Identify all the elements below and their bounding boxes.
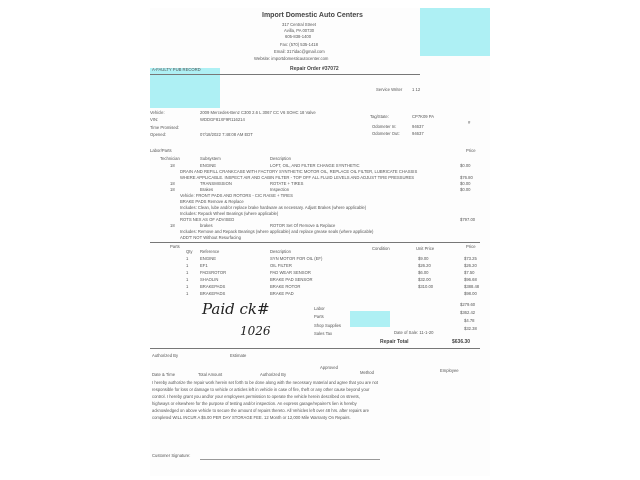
handwritten-payment-note: Paid ck#: [202, 300, 270, 318]
part-reference: ENGINE: [200, 256, 217, 261]
auth-col-method: Method: [360, 370, 374, 375]
sales-tax-label: Sales Tax: [314, 331, 333, 336]
labor-description: BRAKE PADS Remove & Replace: [180, 199, 244, 204]
labor-total-label: Labor: [314, 306, 325, 311]
labor-col-description: Description: [270, 156, 291, 161]
labor-category: ENGINE: [200, 163, 217, 168]
parts-col-ref: Reference: [200, 249, 220, 254]
vin-value: WDDGF81XF9R116214: [200, 117, 245, 122]
parts-col-desc: Description: [270, 249, 291, 254]
company-name: Import Domestic Auto Centers: [262, 12, 363, 19]
odometer-in-label: Odometer In:: [372, 124, 397, 129]
labor-col-price: Price: [466, 148, 476, 153]
odometer-out-label: Odometer Out:: [372, 131, 400, 136]
part-unit-price: $9.00: [418, 256, 429, 261]
part-price: $26.20: [464, 263, 477, 268]
labor-col-category: Subsystem: [200, 156, 221, 161]
auth-col-approved: Approved: [320, 365, 338, 370]
redaction-box-top: [420, 8, 490, 56]
hash-mark: #: [468, 120, 471, 125]
part-description: BRAKE ROTOR: [270, 284, 301, 289]
plate-label: Tag/State:: [370, 114, 389, 119]
labor-price: $76.80: [460, 175, 473, 180]
labor-heading: Labor/Parts: [150, 148, 172, 153]
part-price: $388.48: [464, 284, 480, 289]
company-address-2: Avilla, PA 00730: [284, 28, 315, 33]
redaction-box-totals: [350, 311, 390, 327]
parts-divider: [150, 242, 480, 243]
labor-price: $0.00: [460, 187, 471, 192]
part-reference: PADSROTOR: [200, 270, 227, 275]
part-qty: 1: [186, 291, 189, 296]
part-reference: SHAOLIN: [200, 277, 219, 282]
labor-price: $0.00: [460, 181, 471, 186]
part-unit-price: $26.20: [418, 263, 431, 268]
labor-tech: 18: [170, 187, 175, 192]
customer-signature-line: [200, 459, 380, 460]
labor-description: WHERE APPLICABLE. INSPECT AIR AND CABIN FILTER - TOP OFF ALL FLUID LEVELS AND ADJUST TIRE PRESSURES: [180, 175, 415, 180]
auth-col-amount: Total Amount: [198, 372, 223, 377]
part-qty: 1: [186, 284, 189, 289]
parts-total-value: $362.42: [460, 310, 476, 315]
header-divider: [150, 74, 420, 75]
labor-description: Includes: Repack Wheel Bearings (where applicable): [180, 211, 279, 216]
odometer-in-value: 94637: [412, 124, 424, 129]
labor-description: DRAIN AND REFILL CRANKCASE WITH FACTORY SYNTHETIC MOTOR OIL, REPLACE OIL FILTER, LUBRICATE CHASSIS: [180, 169, 418, 174]
labor-tech: 18: [170, 163, 175, 168]
part-price: $96.68: [464, 277, 477, 282]
labor-price: $0.00: [460, 163, 471, 168]
auth-col-date: Date & Time: [152, 372, 176, 377]
service-writer-label: Service Writer: [376, 87, 403, 92]
labor-description: ROTS NEX AS OF ADVISED: [180, 217, 235, 222]
part-unit-price: $32.00: [418, 277, 431, 282]
plate-value: CP7K09 PA: [412, 114, 435, 119]
part-reference: BRAKEPADS: [200, 291, 226, 296]
company-website: Website: importdomesticautocenter.com: [254, 56, 329, 61]
shop-supplies-value: $4.78: [464, 318, 475, 323]
part-price: $7.50: [464, 270, 475, 275]
parts-col-qty: Qty: [186, 249, 193, 254]
authorization-text-line: responsible for loss or damage to vehicle or articles left in vehicle in case of fire, theft or any other cause beyond your: [152, 387, 370, 392]
repair-total-label: Repair Total: [380, 339, 409, 345]
time-promised-label: Time Promised:: [150, 125, 180, 130]
part-qty: 1: [186, 256, 189, 261]
opened-label: Opened:: [150, 132, 167, 137]
labor-price: $797.00: [460, 217, 476, 222]
part-description: PAD WEAR SENSOR: [270, 270, 311, 275]
auth-col-employee: Employee: [440, 368, 459, 373]
repair-total-value: $636.30: [452, 339, 471, 345]
date-of-sale: Date of Sale: 11-1-20: [394, 330, 434, 335]
authorization-text-line: I hereby authorize the repair work herein set forth to be done along with the necessary material and agree that you are not: [152, 380, 379, 385]
labor-description: Inspection: [270, 187, 290, 192]
part-qty: 1: [186, 263, 189, 268]
part-price: $98.00: [464, 291, 477, 296]
parts-total-label: Parts: [314, 314, 324, 319]
part-description: SYN MOTOR FOR OIL (EF): [270, 256, 323, 261]
total-divider: [150, 348, 480, 349]
part-unit-price: $310.00: [418, 284, 434, 289]
labor-category: Brakes: [200, 187, 214, 192]
labor-description: Includes: Remove and Repack Bearings (where applicable) and replace grease seals (where applicable): [180, 229, 374, 234]
part-price: $73.25: [464, 256, 477, 261]
company-email: Email: 317idac@gmail.com: [274, 49, 325, 54]
parts-col-condition: Condition: [372, 246, 390, 251]
opened-value: 07/18/2022 7:48:08 AM EDT: [200, 132, 253, 137]
labor-description: ADD'T NOT Without Resurfacing: [180, 235, 241, 240]
service-writer-value: 1 12: [412, 87, 421, 92]
vehicle-label: Vehicle:: [150, 110, 165, 115]
part-reference: BRAKEPADS: [200, 284, 226, 289]
labor-col-technician: Technician: [160, 156, 180, 161]
repair-order-title: Repair Order #37072: [290, 66, 339, 72]
part-unit-price: $6.00: [418, 270, 429, 275]
labor-description: Includes: Clean, lube and/or replace brake hardware as necessary. Adjust Brakes (where applicable): [180, 205, 367, 210]
authorization-text-line: highways or elsewhere for the purpose of testing and/or inspection. An express garage/repairer's lien is hereby: [152, 401, 357, 406]
auth-label-1: Authorized By: [152, 353, 179, 358]
company-phone: 605-838-1400: [285, 34, 312, 39]
handwritten-check-number: 1026: [240, 324, 271, 338]
odometer-out-value: 94637: [412, 131, 424, 136]
part-description: BRAKE PAD SENSOR: [270, 277, 313, 282]
sales-tax-value: $32.38: [464, 326, 477, 331]
labor-tech: 18: [170, 181, 175, 186]
labor-total-value: $279.60: [460, 302, 476, 307]
authorization-text-line: control. I hereby grant you and/or your employees permission to operate the vehicle herein described on streets,: [152, 394, 360, 399]
parts-col-price: Price: [466, 244, 476, 249]
authorization-text-line: completed WILL INCUR A $5.00 PER DAY STORAGE FEE. 12 Month or 12,000 Mile Warranty On Repairs.: [152, 415, 351, 420]
authorization-text-line: acknowledged on above vehicle to secure the amount of repairs thereto. All Vehicles left over 48 hrs. after repairs are: [152, 408, 369, 413]
part-qty: 1: [186, 277, 189, 282]
labor-description: Vehicle: FRONT PADS AND ROTORS - CIC RAISE + TIRES: [180, 193, 293, 198]
labor-description: LOFT, OIL, AND FILTER CHANGE SYNTHETIC: [270, 163, 360, 168]
labor-description: ROTOR Set Of Remove & Replace: [270, 223, 336, 228]
part-qty: 1: [186, 270, 189, 275]
auth-label-2: Estimate: [230, 353, 247, 358]
labor-category: TRANSMISSION: [200, 181, 232, 186]
shop-supplies-label: Shop Supplies: [314, 323, 342, 328]
labor-tech: 18: [170, 223, 175, 228]
auth-col-authorized: Authorized By: [260, 372, 287, 377]
labor-category: brakes: [200, 223, 213, 228]
order-left-label: A-FAULTY PUB RECORD: [152, 67, 201, 72]
labor-description: ROTATE + TIRES: [270, 181, 304, 186]
parts-col-unit: Unit Price: [416, 246, 435, 251]
parts-heading: Parts: [170, 244, 180, 249]
company-fax: Fax: (570) 535-1418: [280, 42, 318, 47]
repair-order-document: [150, 8, 490, 476]
customer-signature-label: Customer Signature:: [152, 453, 191, 458]
vin-label: VIN:: [150, 117, 159, 122]
part-reference: EF1: [200, 263, 208, 268]
company-address-1: 317 Central Street: [282, 22, 316, 27]
part-description: OIL FILTER: [270, 263, 292, 268]
vehicle-value: 2009 Mercedes-Benz C300 2.6 L 3067 CC V6 SOHC 18 Valve: [200, 110, 316, 115]
part-description: BRAKE PAD: [270, 291, 294, 296]
